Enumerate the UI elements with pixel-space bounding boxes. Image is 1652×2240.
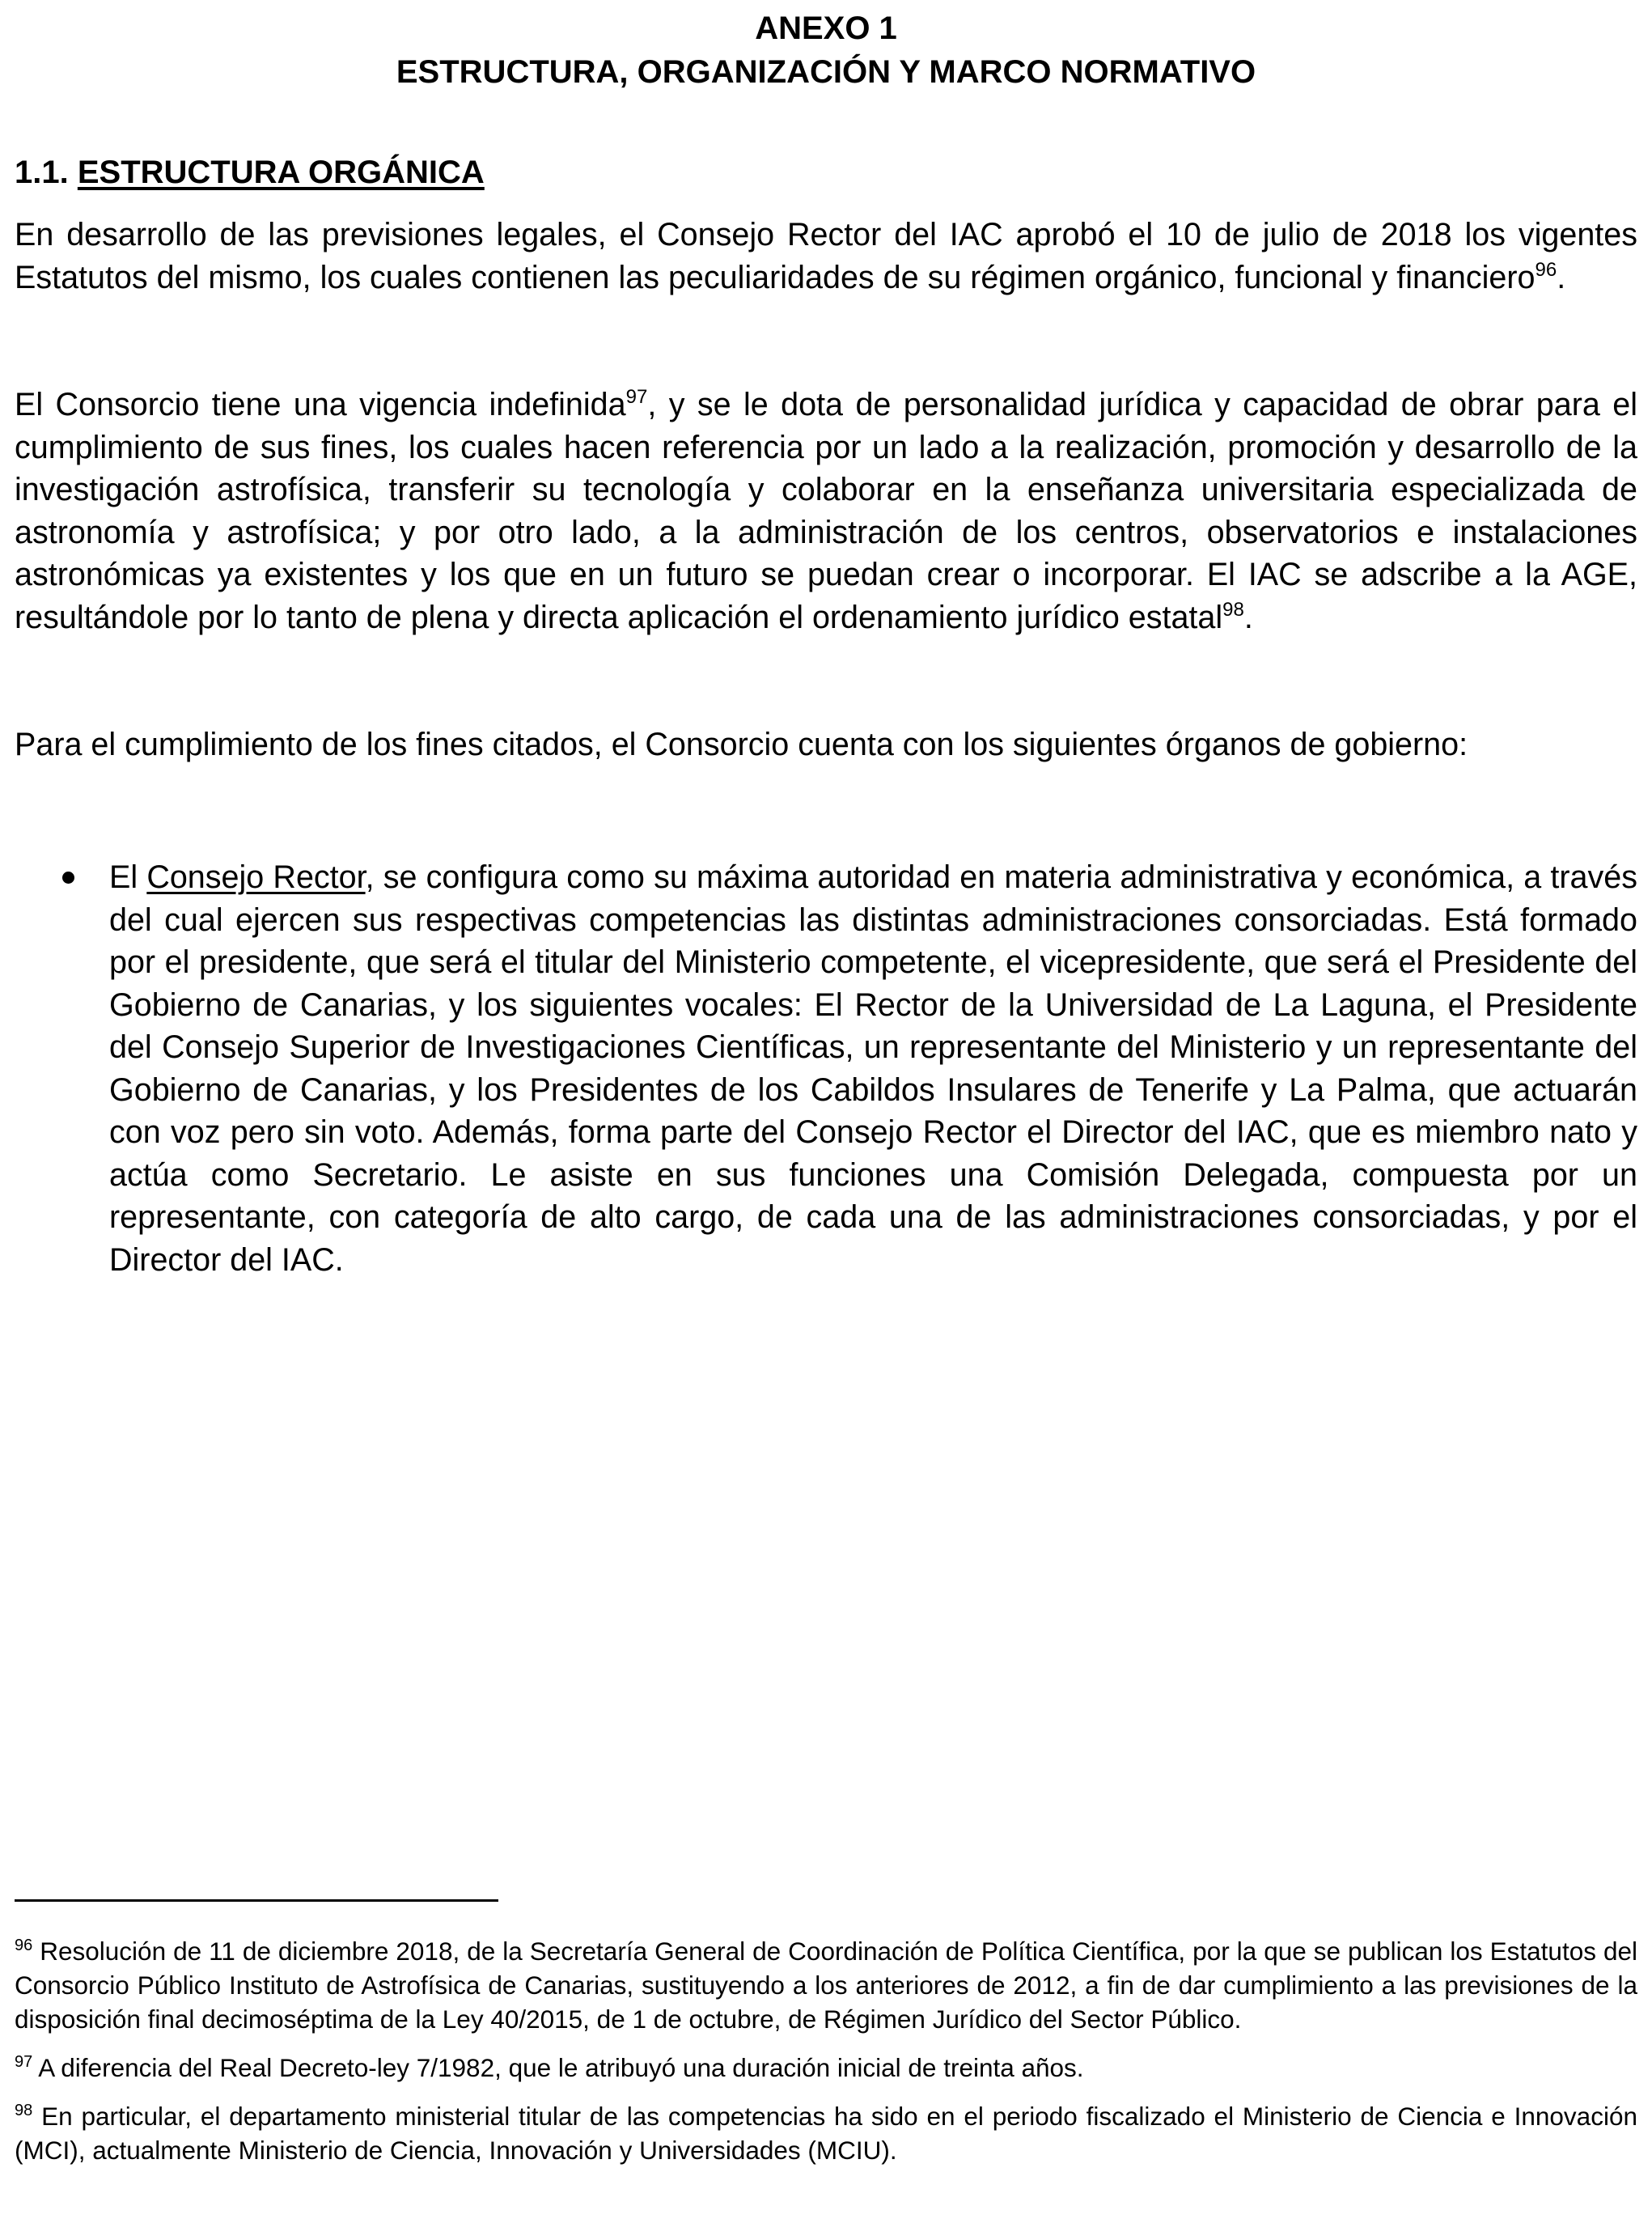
paragraph-text: El Consorcio tiene una vigencia indefinida (15, 387, 626, 422)
footnote-97 (15, 2051, 1637, 2085)
paragraph-tail: . (1243, 599, 1253, 635)
paragraph-text: , y se le dota de personalidad jurídica y capacidad de obrar para el cumplimiento de sus fines, los cuales hacen referencia por un lado a la realización, promoción y desarrollo de la investigación astrofísica, transferir su tecnología y colaborar en la enseñanza universitaria especializada de astronomía y astrofísica; y por otro lado, a la administración de los centros, observatorios e instalaciones astronómicas ya existentes y los que en un futuro se puedan crear o incorporar. El IAC se adscribe a la AGE, resultándole por lo tanto de plena y directa aplicación el ordenamiento jurídico estatal (15, 387, 1637, 635)
footnote-number: 97 (15, 2053, 33, 2071)
footnote-98 (15, 2099, 1637, 2167)
list-item-text: , se configura como su máxima autoridad en materia administrativa y económica, a través del cual ejercen sus respectivas competencias las distintas administraciones consorciadas. Está formado por el presidente, que será el titular del Ministerio competente, el vicepresidente, que será el Presidente del Gobierno de Canarias, y los siguientes vocales: El Rector de la Universidad de La Laguna, el Presidente del Consejo Superior de Investigaciones Científicas, un representante del Ministerio y un representante del Gobierno de Canarias, y los Presidentes de los Cabildos Insulares de Tenerife y La Palma, que actuarán con voz pero sin voto. Además, forma parte del Consejo Rector el Director del IAC, que es miembro nato y actúa como Secretario. Le asiste en sus funciones una Comisión Delegada, compuesta por un representante, con categoría de alto cargo, de cada una de las administraciones consorciadas, y por el Director del IAC. (109, 859, 1637, 1278)
footnote-text: A diferencia del Real Decreto-ley 7/1982, que le atribuyó una duración inicial de treinta años. (32, 2053, 1084, 2082)
annex-subtitle: ESTRUCTURA, ORGANIZACIÓN Y MARCO NORMATIVO (396, 54, 1256, 90)
list-item (0, 856, 1652, 1281)
footnote-number: 96 (15, 1937, 33, 1954)
footnote-ref-98[interactable]: 98 (1222, 598, 1244, 621)
footnote-text: Resolución de 11 de diciembre 2018, de la Secretaría General de Coordinación de Política Científica, por la que se publican los Estatutos del Consorcio Público Instituto de Astrofísica de Canarias, sustituyendo a los anteriores de 2012, a fin de dar cumplimiento a las previsiones de la disposición final decimoséptima de la Ley 40/2015, de 1 de octubre, de Régimen Jurídico del Sector Público. (15, 1937, 1637, 2034)
section-heading (15, 151, 485, 194)
paragraph-text: En desarrollo de las previsiones legales, el Consejo Rector del IAC aprobó el 10 de julio de 2018 los vigentes Estatutos del mismo, los cuales contienen las peculiaridades de su régimen orgánico, funcional y financiero (15, 217, 1637, 295)
footnote-ref-96[interactable]: 96 (1535, 258, 1557, 281)
footnote-ref-97[interactable]: 97 (625, 386, 648, 408)
footnote-separator (15, 1899, 498, 1902)
section-number: 1.1. (15, 155, 69, 190)
annex-title: ANEXO 1 (755, 11, 897, 46)
governing-bodies-list (0, 856, 1652, 1281)
section-title: ESTRUCTURA ORGÁNICA (77, 155, 485, 190)
footnotes (15, 1934, 1637, 2182)
paragraph-governing-bodies: Para el cumplimiento de los fines citados, el Consorcio cuenta con los siguientes órganos de gobierno: (15, 727, 1468, 762)
paragraph-tail: . (1557, 259, 1566, 295)
footnote-96 (15, 1934, 1637, 2036)
footnote-text: En particular, el departamento ministerial titular de las competencias ha sido en el periodo fiscalizado el Ministerio de Ciencia e Innovación (MCI), actualmente Ministerio de Ciencia, Innovación y Universidades (MCIU). (15, 2102, 1637, 2165)
bullet-icon (62, 872, 74, 884)
paragraph-statutes (15, 214, 1637, 299)
footnote-number: 98 (15, 2102, 33, 2119)
paragraph-consortium (15, 384, 1637, 638)
list-item-prefix: El (109, 859, 147, 895)
list-item-term: Consejo Rector (146, 859, 366, 895)
